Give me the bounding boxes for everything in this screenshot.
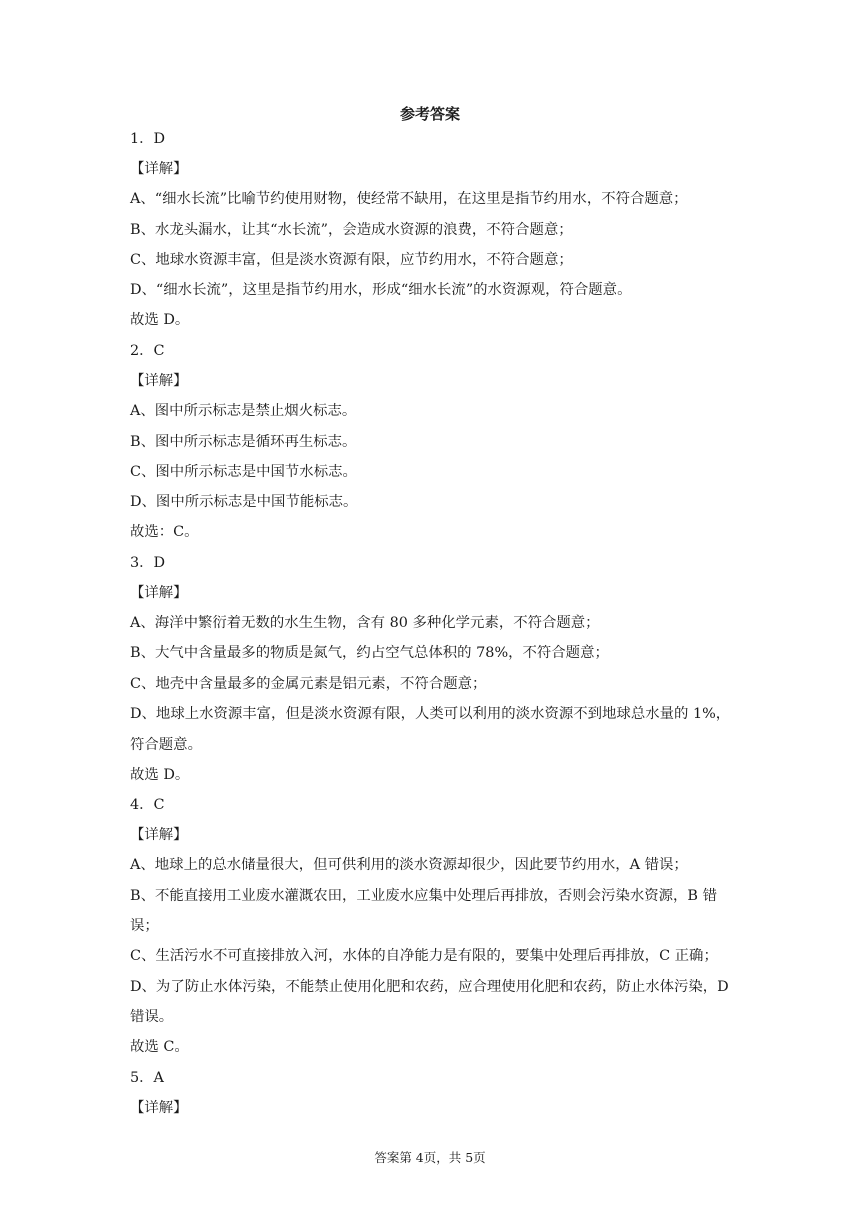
explanation-line: C、地壳中含量最多的金属元素是铝元素，不符合题意；: [130, 675, 487, 692]
explanation-line: B、图中所示标志是循环再生标志。: [130, 433, 357, 450]
answer-conclusion: 故选 C。: [130, 1039, 189, 1056]
explanation-line: C、生活污水不可直接排放入河，水体的自净能力是有限的，要集中处理后再排放，C 正确；: [130, 948, 718, 965]
answer-heading: 4．C: [130, 796, 165, 813]
answer-conclusion: 故选 D。: [130, 312, 190, 329]
detail-label: 【详解】: [130, 827, 188, 844]
explanation-line: C、地球水资源丰富，但是淡水资源有限，应节约用水，不符合题意；: [130, 251, 573, 268]
explanation-line: A、“细水长流”比喻节约使用财物，使经常不缺用，在这里是指节约用水，不符合题意；: [130, 191, 688, 208]
explanation-line: A、地球上的总水储量很大，但可供利用的淡水资源却很少，因此要节约用水，A 错误；: [130, 857, 688, 874]
detail-label: 【详解】: [130, 584, 188, 601]
answer-conclusion: 故选 D。: [130, 766, 190, 783]
explanation-line: D、地球上水资源丰富，但是淡水资源有限，人类可以利用的淡水资源不到地球总水量的 1%，符合题意。: [130, 706, 731, 753]
explanation-line: B、不能直接用工业废水灌溉农田，工业废水应集中处理后再排放，否则会污染水资源，B 错误；: [130, 888, 717, 935]
answer-heading: 3．D: [130, 554, 166, 571]
detail-label: 【详解】: [130, 160, 188, 177]
explanation-line: B、水龙头漏水，让其“水长流”，会造成水资源的浪费，不符合题意；: [130, 221, 573, 238]
answer-content: [130, 124, 733, 1123]
page-footer: 答案第 4页，共 5页: [374, 1150, 486, 1165]
explanation-line: D、“细水长流”，这里是指节约用水，形成“细水长流”的水资源观，符合题意。: [130, 282, 632, 299]
answer-conclusion: 故选：C。: [130, 524, 199, 541]
explanation-line: A、图中所示标志是禁止烟火标志。: [130, 403, 357, 420]
answer-heading: 5．A: [130, 1069, 164, 1086]
detail-label: 【详解】: [130, 1099, 188, 1116]
detail-label: 【详解】: [130, 372, 188, 389]
explanation-line: A、海洋中繁衍着无数的水生生物，含有 80 多种化学元素，不符合题意；: [130, 615, 600, 632]
explanation-line: D、为了防止水体污染，不能禁止使用化肥和农药，应合理使用化肥和农药，防止水体污染，D 错误。: [130, 978, 729, 1026]
explanation-line: C、图中所示标志是中国节水标志。: [130, 463, 357, 480]
answer-heading: 2．C: [130, 342, 165, 359]
explanation-line: B、大气中含量最多的物质是氮气，约占空气总体积的 78%，不符合题意；: [130, 645, 609, 662]
page-title: 参考答案: [399, 105, 460, 123]
answer-heading: 1．D: [130, 130, 166, 147]
explanation-line: D、图中所示标志是中国节能标志。: [130, 494, 358, 511]
